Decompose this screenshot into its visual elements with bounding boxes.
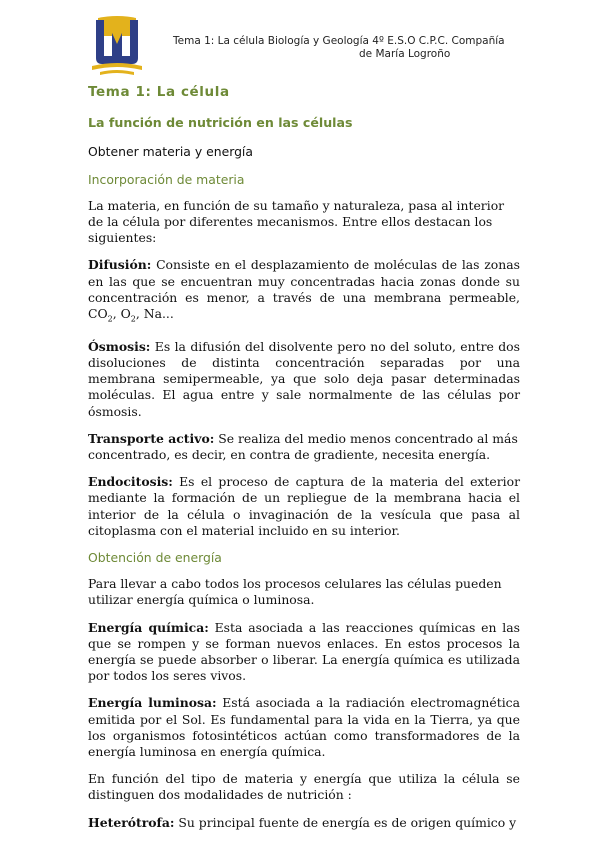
paragraph-heterotrofa: Heterótrofa: Su principal fuente de energía es de origen químico y	[88, 814, 517, 830]
term-endocitosis: Endocitosis:	[88, 474, 173, 490]
term-energia-quimica: Energía química:	[88, 619, 209, 635]
subsection-heading: Obtener materia y energía	[88, 144, 253, 160]
heading-obtencion-energia: Obtención de energía	[88, 549, 222, 565]
section-heading: La función de nutrición en las células	[88, 115, 353, 131]
term-heterotrofa: Heterótrofa:	[88, 814, 175, 830]
document-title: Tema 1: La célula	[88, 84, 230, 100]
term-osmosis: Ósmosis:	[88, 338, 151, 354]
paragraph-intro-materia: La materia, en función de su tamaño y naturaleza, pasa al interior de la célula por diferentes mecanismos. Entre ellos destacan los siguientes:	[88, 197, 505, 246]
document-body	[88, 84, 520, 842]
header-line-1: Tema 1: La célula Biología y Geología 4º E.S.O C.P.C. Compañía	[173, 35, 505, 47]
term-transporte-activo: Transporte activo:	[88, 430, 215, 446]
page-header	[173, 35, 533, 61]
heading-incorporacion-materia: Incorporación de materia	[88, 171, 245, 187]
paragraph-energia-quimica: Energía química: Esta asociada a las reacciones químicas en las que se rompen y se forman nuevos enlaces. En estos procesos la energía se puede absorber o liberar. La energía química es utilizada por todos los seres vivos.	[88, 619, 520, 684]
paragraph-modalidades: En función del tipo de materia y energía que utiliza la célula se distinguen dos modalidades de nutrición :	[88, 771, 520, 803]
paragraph-energia-luminosa: Energía luminosa: Está asociada a la radiación electromagnética emitida por el Sol. Es fundamental para la vida en la Tierra, ya que los organismos fotosintéticos actúan como transformadores de la energía luminosa en energía química.	[88, 695, 521, 759]
paragraph-intro-energia: Para llevar a cabo todos los procesos celulares las células pueden utilizar energía química o luminosa.	[88, 576, 502, 608]
paragraph-transporte-activo: Transporte activo: Se realiza del medio menos concentrado al más concentrado, es decir, en contra de gradiente, necesita energía.	[88, 430, 518, 462]
paragraph-endocitosis: Endocitosis: Es el proceso de captura de la materia del exterior mediante la formación de un repliegue de la membrana hacia el interior de la célula o invaginación de la vesícula que pasa al citoplasma con el material incluido en su interior.	[88, 474, 520, 538]
paragraph-osmosis: Ósmosis: Es la difusión del disolvente pero no del soluto, entre dos disoluciones de distinta concentración separadas por una membrana semipermeable, ya que solo deja pasar determinadas moléculas. El agua entre y sale normalmente de las células por ósmosis.	[88, 338, 520, 419]
header-line-2: de María Logroño	[359, 48, 451, 60]
school-logo	[88, 14, 146, 76]
paragraph-difusion: Difusión: Consiste en el desplazamiento de moléculas de las zonas en las que se encuentran muy concentradas hacia zonas donde su concentración es menor, a través de una membrana permeable, $CO_2$, $O_2$, Na...	[88, 257, 520, 324]
term-energia-luminosa: Energía luminosa:	[88, 695, 217, 711]
term-difusion: Difusión:	[88, 257, 152, 273]
